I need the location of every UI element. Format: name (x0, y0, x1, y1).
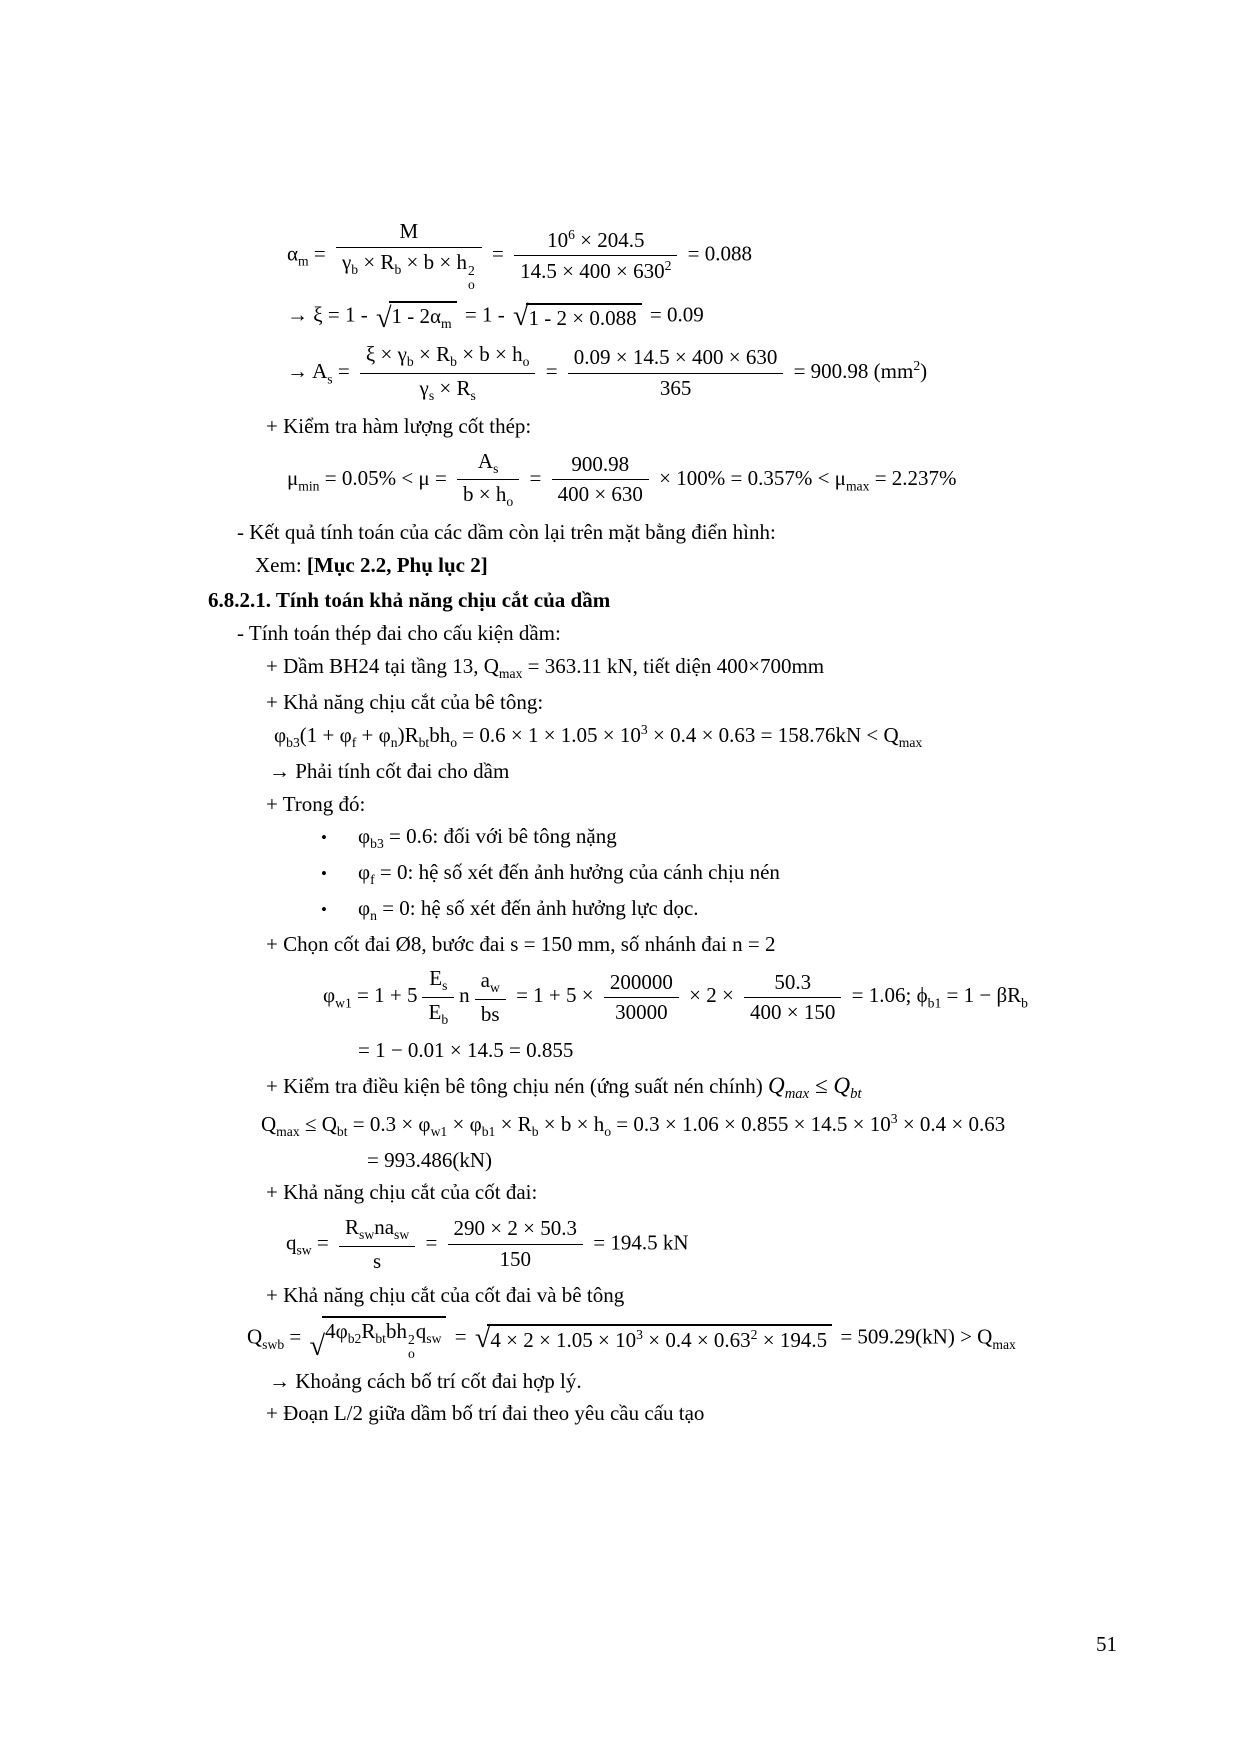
item-stirrup-selection (208, 932, 1210, 958)
math-text: 900.98 (571, 451, 630, 476)
math-text: = 1 − 0.01 × 14.5 = 0.855 (358, 1038, 574, 1063)
subscript: n (370, 908, 377, 924)
math-text: = (486, 241, 510, 266)
math-text: = 0.3 × φ (347, 1111, 431, 1136)
math-text: = 0: hệ số xét đến ảnh hưởng của cánh chịu nén (374, 860, 780, 885)
radicand (487, 1324, 832, 1354)
subscript: o (407, 1346, 415, 1362)
math-text: 4 × 2 × 1.05 × 10 (490, 1327, 637, 1352)
subscript: max (276, 1123, 300, 1139)
math-text: ) (920, 359, 928, 384)
math-text: φ (358, 895, 371, 920)
math-text: × b × h (538, 1111, 605, 1136)
math-text: - Kết quả tính toán của các dầm còn lại trên mặt bằng điển hình: (237, 520, 776, 545)
math-text: R (361, 1318, 376, 1343)
superscript: 3 (640, 722, 648, 738)
numerator (448, 1216, 583, 1245)
subscript: max (898, 735, 923, 751)
math-text: 400 × 150 (750, 1000, 836, 1025)
square-root (475, 1324, 832, 1354)
subscript: max (992, 1336, 1016, 1352)
square-root (376, 301, 457, 333)
square-root (310, 1316, 447, 1362)
math-text: = 1 + 5 × (510, 983, 599, 1008)
math-text: φ (358, 860, 371, 885)
denominator (448, 1245, 583, 1273)
subscript: f (370, 872, 375, 888)
subscript: w1 (430, 1123, 448, 1139)
math-text: b × h (463, 482, 507, 507)
subscript: b1 (927, 995, 942, 1011)
radicand (322, 1316, 446, 1362)
subscript: o (522, 354, 530, 370)
superscript: 2 (407, 1332, 415, 1348)
math-text: → A (287, 359, 328, 384)
subscript: b (441, 1012, 449, 1028)
math-text: α (287, 241, 299, 266)
math-text: × φ (447, 1111, 482, 1136)
math-text: 365 (659, 376, 692, 401)
stacked-scripts (408, 1333, 415, 1362)
formula-xi (208, 301, 1210, 333)
math-text: γ (341, 249, 352, 274)
math-text: = 1 + 5 (351, 983, 418, 1008)
subscript: o (467, 277, 475, 293)
subscript: max (845, 477, 870, 493)
subscript: min (298, 477, 320, 493)
formula-qswb (208, 1316, 1210, 1362)
math-text: 6.8.2.1. Tính toán khả năng chịu cắt của dầm (208, 588, 611, 613)
superscript: 2 (750, 1326, 758, 1342)
math-text: × R (413, 342, 451, 367)
math-text: + φ (356, 723, 391, 748)
formula-phi-w1 (208, 964, 1210, 1031)
math-text: 0.09 × 14.5 × 400 × 630 (573, 345, 778, 370)
math-text: 30000 (615, 1000, 668, 1025)
numerator (552, 452, 649, 481)
math-text: = 0: hệ số xét đến ảnh hưởng lực dọc. (376, 895, 699, 920)
formula-concrete-shear (208, 722, 1210, 752)
math-text: × 100% = 0.357% < μ (653, 465, 846, 490)
denominator (457, 480, 519, 511)
formula-as (208, 340, 1210, 407)
fraction (604, 970, 679, 1026)
italic-math: ≤ (809, 1071, 834, 1098)
denominator (475, 1000, 506, 1028)
item-combined-shear (208, 1283, 1210, 1309)
math-text: 400 × 630 (557, 482, 643, 507)
subscript: m (298, 253, 309, 269)
numerator (339, 1215, 415, 1247)
math-text: + Dầm BH24 tại tầng 13, Q (266, 653, 499, 678)
item-beam-bh24 (208, 654, 1210, 683)
subscript: b (394, 261, 402, 277)
note-remaining-beams (208, 520, 1210, 546)
math-text: = (311, 1230, 335, 1255)
math-text: × 2 × (683, 983, 740, 1008)
subscript: b (531, 1123, 539, 1139)
math-text: = 0.088 (682, 241, 752, 266)
math-text: × b × h (401, 249, 467, 274)
math-text: q (286, 1230, 297, 1255)
subscript: m (441, 316, 452, 332)
subscript: b2 (347, 1331, 362, 1347)
subscript: o (506, 494, 514, 510)
superscript: 3 (636, 1326, 643, 1342)
bullet-icon: • (321, 828, 327, 848)
subscript: sw (394, 1227, 410, 1242)
subscript: w (489, 980, 500, 996)
math-text: γ (419, 376, 429, 401)
italic-math: Q (833, 1071, 851, 1098)
math-text: 1 - 2α (391, 304, 442, 329)
item-l2-segment (208, 1401, 1210, 1427)
math-text: × 204.5 (574, 227, 645, 252)
math-text: + Khả năng chịu cắt của bê tông: (266, 689, 544, 714)
radical-icon: √ (375, 302, 392, 334)
math-text: × b × h (456, 342, 523, 367)
section-heading (208, 588, 1210, 614)
subscript: b3 (370, 836, 384, 852)
fraction (475, 968, 506, 1027)
math-text: M (399, 219, 419, 243)
math-text: 10 (547, 227, 569, 252)
subscript: b3 (286, 735, 300, 751)
numerator (604, 970, 679, 999)
superscript: 3 (890, 1110, 898, 1126)
numerator (336, 219, 482, 248)
formula-qmax-qbt (208, 1111, 1210, 1141)
superscript: 2 (913, 358, 921, 374)
math-text: s (373, 1248, 382, 1273)
subscript: o (604, 1123, 612, 1139)
italic-subscript: bt (850, 1085, 862, 1102)
subscript: sw (426, 1331, 442, 1347)
math-text: = 1 - (459, 303, 510, 328)
page-number: 51 (1096, 1632, 1117, 1656)
item-concrete-shear-capacity (208, 690, 1210, 716)
math-text: (1 + φ (299, 723, 352, 748)
math-text: = 2.237% (869, 465, 957, 490)
math-text: E (428, 1000, 442, 1025)
fraction (360, 342, 536, 405)
numerator (422, 966, 454, 998)
subscript: f (351, 735, 357, 751)
subscript: sw (359, 1227, 375, 1242)
subscript: s (327, 371, 333, 387)
math-text: → ξ = 1 - (287, 303, 373, 328)
math-text: = 993.486(kN) (367, 1147, 492, 1172)
denominator (422, 998, 454, 1029)
math-text: 4φ (325, 1318, 348, 1343)
fraction (568, 345, 784, 401)
fraction (552, 452, 649, 508)
math-text: × 0.4 × 0.63 (897, 1111, 1006, 1136)
subscript: swb (262, 1336, 285, 1352)
fraction (339, 1215, 415, 1274)
superscript: 2 (664, 258, 672, 274)
formula-qsw (208, 1213, 1210, 1276)
math-text: R (345, 1214, 360, 1239)
math-text: φ (274, 723, 287, 748)
numerator (568, 345, 784, 374)
numerator (475, 968, 506, 1000)
math-text: 200000 (609, 969, 673, 994)
formula-mu-check (208, 447, 1210, 514)
formula-qbt-result (208, 1148, 1210, 1174)
denominator (552, 480, 649, 508)
math-text: Q (247, 1324, 263, 1349)
item-check-compression (208, 1071, 1210, 1104)
radical-icon: √ (309, 1331, 326, 1363)
subscript: sw (296, 1242, 312, 1258)
square-root (513, 303, 642, 332)
bullet-phi-n (208, 896, 1210, 925)
math-text: = 0.6 × 1 × 1.05 × 10 (457, 723, 641, 748)
math-text: = (420, 1230, 443, 1255)
math-text: Xem: (255, 552, 307, 577)
fraction (744, 970, 841, 1026)
math-text: n (459, 983, 470, 1008)
math-text: = (524, 465, 547, 490)
fraction (336, 219, 482, 292)
math-text: 50.3 (774, 969, 812, 994)
stacked-scripts (468, 264, 475, 293)
denominator (360, 374, 536, 405)
math-text: = 194.5 kN (587, 1230, 689, 1255)
math-text: 290 × 2 × 50.3 (453, 1216, 577, 1241)
math-text: × R (495, 1111, 532, 1136)
denominator (514, 256, 677, 285)
bullet-icon: • (321, 864, 327, 884)
denominator (336, 248, 482, 293)
math-text: = 0.05% < μ = (319, 465, 453, 490)
document-content (208, 210, 1210, 1434)
math-text: = (449, 1324, 472, 1349)
math-text: × R (358, 249, 395, 274)
math-text: = (308, 241, 331, 266)
radical-icon: √ (512, 301, 529, 333)
formula-alpha-m (208, 217, 1210, 294)
math-text: = (332, 359, 355, 384)
math-text: = 0.3 × 1.06 × 0.855 × 14.5 × 10 (611, 1111, 891, 1136)
note-must-calc-stirrups (208, 759, 1210, 785)
math-text: φ (323, 983, 336, 1008)
subscript: s (470, 388, 476, 404)
math-text: = 1.06; ϕ (846, 983, 928, 1008)
math-text: × R (434, 376, 471, 401)
subscript: bt (336, 1123, 348, 1139)
math-text: na (374, 1214, 395, 1239)
math-text: + Kiểm tra điều kiện bê tông chịu nén (ứng suất nén chính) (266, 1073, 769, 1098)
bold-text: [Mục 2.2, Phụ lục 2] (306, 552, 488, 577)
denominator (744, 998, 841, 1026)
math-text: = (540, 359, 563, 384)
math-text: + Kiểm tra hàm lượng cốt thép: (266, 413, 532, 438)
math-text: )R (397, 723, 419, 748)
bullet-phi-f (208, 860, 1210, 889)
math-text: - Tính toán thép đai cho cấu kiện dầm: (237, 621, 561, 646)
denominator (568, 374, 784, 402)
math-text: E (429, 966, 443, 991)
item-stirrup-shear (208, 1180, 1210, 1206)
subscript: b (1021, 995, 1028, 1011)
radicand (389, 301, 457, 333)
numerator (457, 449, 519, 481)
italic-subscript: max (784, 1085, 810, 1102)
fraction (448, 1216, 583, 1272)
subscript: w1 (335, 995, 352, 1011)
subscript: b (450, 354, 457, 370)
item-stirrup-calculation (208, 621, 1210, 647)
math-text: = 900.98 (mm (788, 359, 914, 384)
math-text: = 0.09 (644, 303, 704, 328)
fraction (457, 449, 519, 512)
math-text: bh (429, 723, 451, 748)
formula-phi-b1-result (208, 1038, 1210, 1064)
math-text: bs (480, 1001, 500, 1026)
subscript: b (351, 261, 359, 277)
superscript: 2 (467, 262, 475, 278)
math-text: = 1 − βR (941, 983, 1022, 1008)
subscript: o (450, 735, 458, 751)
math-text: × 194.5 (757, 1327, 828, 1352)
math-text: A (477, 448, 494, 473)
math-text: μ (287, 465, 299, 490)
math-text: + Khả năng chịu cắt của cốt đai và bê tông (266, 1283, 625, 1308)
superscript: 6 (568, 226, 575, 242)
fraction (422, 966, 454, 1029)
math-text: 1 - 2 × 0.088 (528, 306, 637, 331)
note-spacing-ok (208, 1369, 1210, 1395)
math-text: + Trong đó: (266, 791, 366, 816)
math-text: = 0.6: đối với bê tông nặng (383, 824, 617, 849)
math-text: × 0.4 × 0.63 (642, 1327, 751, 1352)
math-text: 14.5 × 400 × 630 (520, 259, 665, 284)
numerator (360, 342, 536, 374)
math-text: + Khả năng chịu cắt của cốt đai: (266, 1180, 538, 1205)
math-text: → Khoảng cách bố trí cốt đai hợp lý. (269, 1368, 582, 1393)
bullet-phi-b3 (208, 824, 1210, 853)
label-check-reinforcement-ratio (208, 414, 1210, 440)
math-text: 150 (499, 1247, 532, 1272)
italic-math: Q (768, 1071, 785, 1098)
math-text: ≤ Q (299, 1111, 337, 1136)
subscript: s (428, 388, 435, 404)
subscript: bt (375, 1331, 386, 1347)
fraction (514, 227, 677, 285)
math-text: bh (385, 1318, 407, 1343)
denominator (604, 998, 679, 1026)
math-text: × 0.4 × 0.63 = 158.76kN < Q (647, 723, 899, 748)
math-text: → Phải tính cốt đai cho dầm (269, 758, 510, 783)
subscript: n (390, 735, 398, 751)
math-text: = 363.11 kN, tiết diện 400×700mm (522, 653, 825, 678)
numerator (514, 227, 677, 257)
math-text: = (284, 1324, 307, 1349)
reference-appendix (208, 553, 1210, 579)
math-text: + Đoạn L/2 giữa dầm bố trí đai theo yêu cầu cấu tạo (266, 1401, 705, 1426)
subscript: s (493, 460, 499, 476)
bullet-icon: • (321, 899, 327, 919)
radical-icon: √ (474, 1323, 491, 1355)
math-text: q (415, 1318, 427, 1343)
numerator (744, 970, 841, 999)
denominator (339, 1247, 415, 1275)
math-text: ξ × γ (365, 342, 407, 367)
subscript: bt (418, 735, 430, 751)
math-text: Q (261, 1111, 277, 1136)
math-text: φ (358, 824, 371, 849)
item-in-which (208, 792, 1210, 818)
math-text: a (480, 967, 490, 992)
subscript: s (442, 978, 448, 994)
math-text: + Chọn cốt đai Ø8, bước đai s = 150 mm, số nhánh đai n = 2 (266, 931, 776, 956)
math-text: = 509.29(kN) > Q (835, 1324, 993, 1349)
subscript: max (498, 665, 523, 681)
subscript: b1 (481, 1123, 496, 1139)
radicand (526, 303, 642, 332)
subscript: b (406, 354, 414, 370)
